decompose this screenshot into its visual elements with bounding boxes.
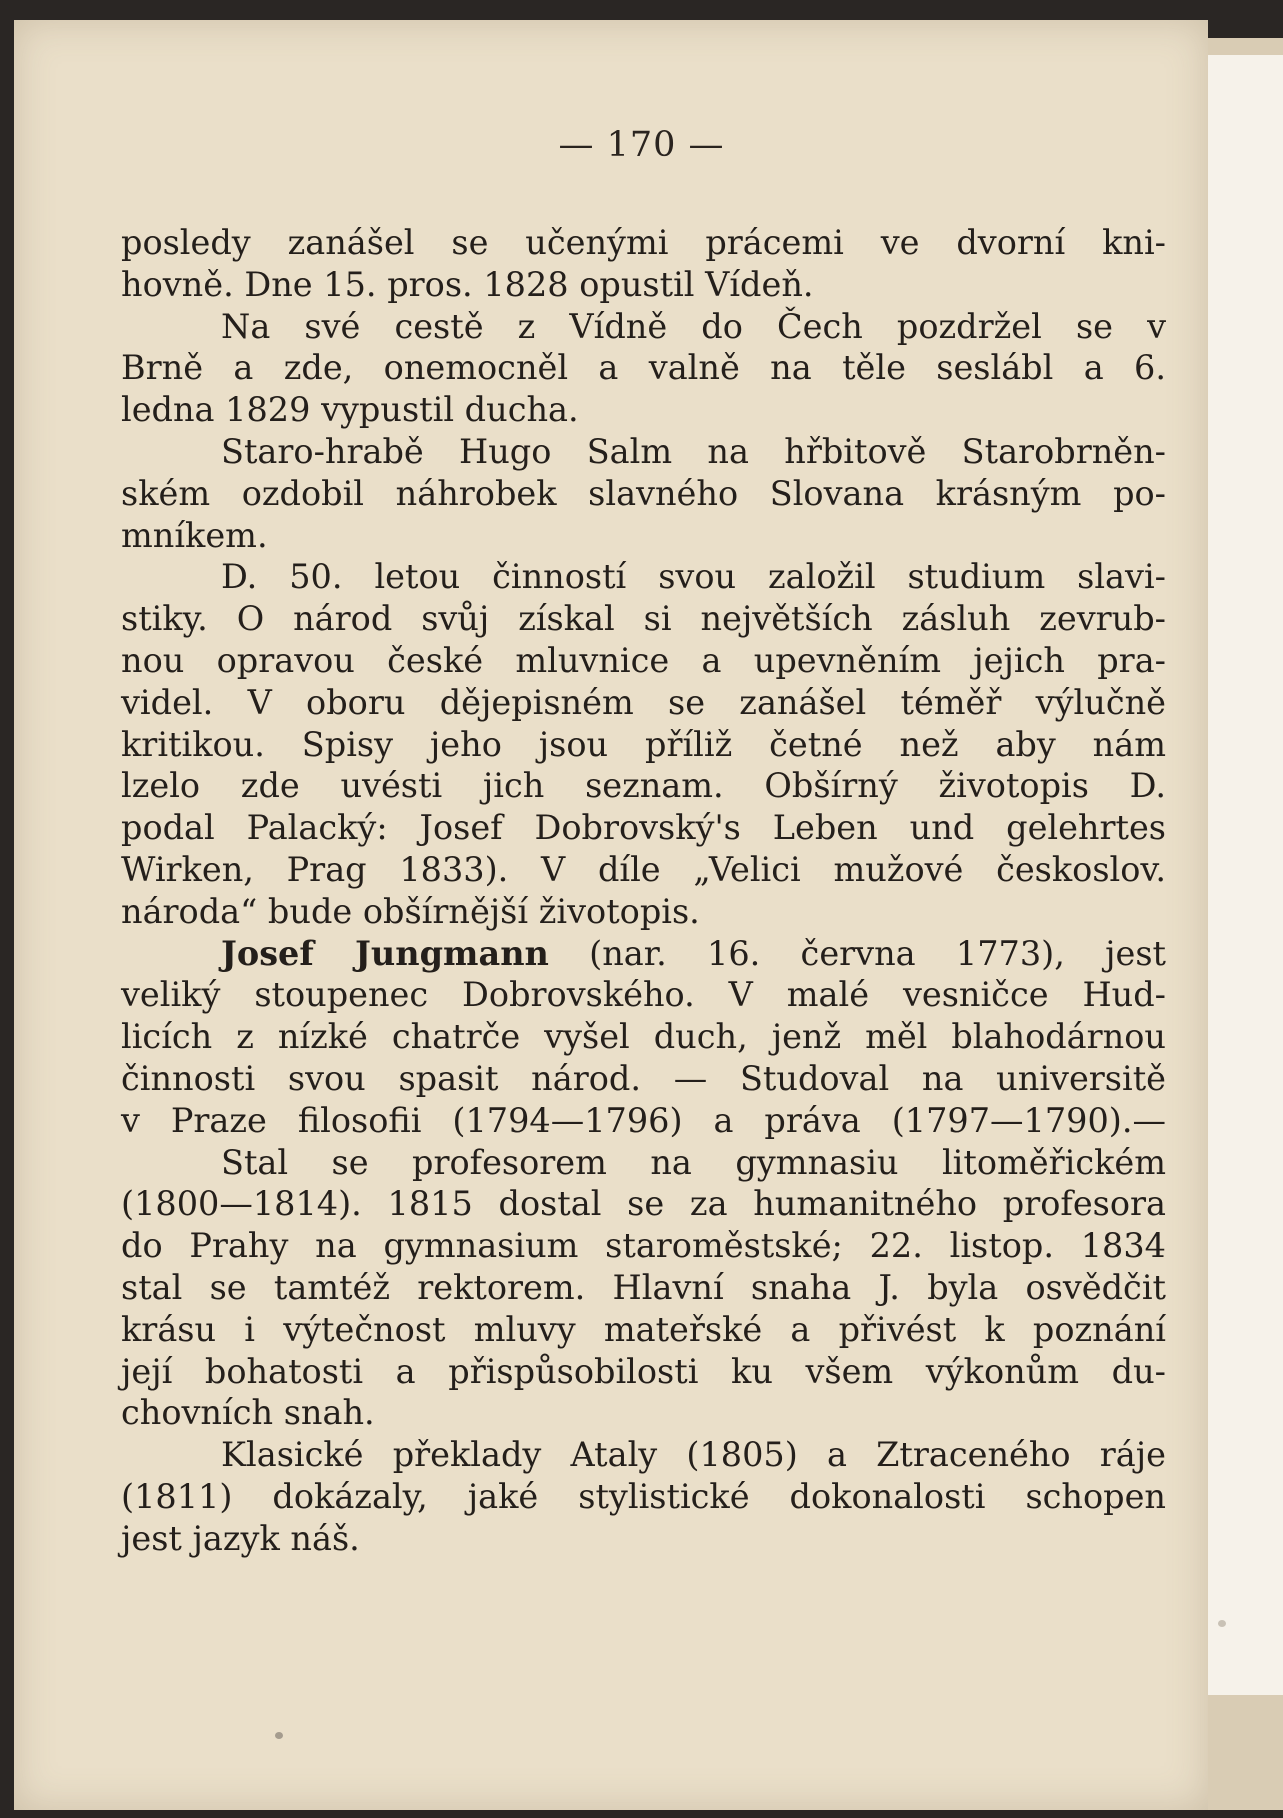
line-text: Brně a zde, onemocněl a valně na těle seslábl a 6. <box>121 348 1166 388</box>
line-text: v Praze filosofii (1794—1796) a práva (1797—1790).— <box>121 1100 1166 1140</box>
line-text: její bohatosti a přispůsobilosti ku všem výkonům du- <box>121 1351 1166 1391</box>
person-name: Josef Jungmann <box>221 933 549 973</box>
text-line <box>121 347 1166 389</box>
line-text: chovních snah. <box>121 1393 375 1433</box>
line-text: krásu i výtečnost mluvy mateřské a přivést k poznání <box>121 1309 1166 1349</box>
line-text: stal se tamtéž rektorem. Hlavní snaha J. byla osvědčit <box>121 1267 1166 1307</box>
text-line <box>121 598 1166 640</box>
text-line <box>121 473 1166 515</box>
line-text: činnosti svou spasit národ. — Studoval na universitě <box>121 1058 1166 1098</box>
body-text <box>121 222 1166 1560</box>
line-text: kritikou. Spisy jeho jsou příliž četné než aby nám <box>121 724 1166 764</box>
line-text: D. 50. letou činností svou založil studium slavi- <box>221 557 1166 597</box>
page-number: — 170 — <box>558 125 725 165</box>
line-text: (1811) dokázaly, jaké stylistické dokonalosti schopen <box>121 1476 1166 1516</box>
line-text: mníkem. <box>121 515 268 555</box>
text-line <box>121 1309 1166 1351</box>
text-line <box>121 222 1166 264</box>
line-text: (nar. 16. června 1773), jest <box>548 933 1166 973</box>
line-text: lzelo zde uvésti jich seznam. Obšírný životopis D. <box>121 766 1166 806</box>
line-text: nou opravou české mluvnice a upevněním jejich pra- <box>121 640 1166 680</box>
line-text: ském ozdobil náhrobek slavného Slovana krásným po- <box>121 473 1166 513</box>
text-line <box>121 306 1166 348</box>
text-line <box>121 974 1166 1016</box>
text-line <box>121 724 1166 766</box>
line-text: podal Palacký: Josef Dobrovský's Leben und gelehrtes <box>121 808 1166 848</box>
text-line <box>121 431 1166 473</box>
text-line <box>121 1142 1166 1184</box>
text-line <box>121 1100 1166 1142</box>
text-line <box>121 682 1166 724</box>
line-text: jest jazyk náš. <box>121 1518 360 1558</box>
text-line <box>121 264 1166 306</box>
line-text: hovně. Dne 15. pros. 1828 opustil Vídeň. <box>121 264 814 304</box>
next-page-sheet <box>1206 55 1283 1695</box>
paper-speck <box>1218 1620 1226 1627</box>
line-text: posledy zanášel se učenými prácemi ve dvorní kni- <box>121 223 1166 262</box>
paper-speck <box>275 1732 283 1739</box>
line-text: Wirken, Prag 1833). V díle „Velici mužové českoslov. <box>121 849 1166 889</box>
text-line <box>121 1225 1166 1267</box>
line-text: (1800—1814). 1815 dostal se za humanitného profesora <box>121 1184 1166 1224</box>
text-line <box>121 515 1166 557</box>
line-text: Staro-hrabě Hugo Salm na hřbitově Starobrněn- <box>221 431 1166 471</box>
text-line <box>121 556 1166 598</box>
text-line <box>121 1351 1166 1393</box>
text-line <box>121 933 1166 975</box>
text-line <box>121 849 1166 891</box>
text-line <box>121 765 1166 807</box>
text-line <box>121 1392 1166 1434</box>
line-text: videl. V oboru dějepisném se zanášel téměř výlučně <box>121 682 1166 722</box>
text-line <box>121 1183 1166 1225</box>
line-text: stiky. O národ svůj získal si největších zásluh zevrub- <box>121 599 1166 639</box>
line-text: veliký stoupenec Dobrovského. V malé vesničce Hud- <box>121 975 1166 1015</box>
line-text: ledna 1829 vypustil ducha. <box>121 390 579 430</box>
text-line <box>121 1016 1166 1058</box>
text-line <box>121 1267 1166 1309</box>
line-text: Na své cestě z Vídně do Čech pozdržel se v <box>221 306 1166 346</box>
line-text: Stal se profesorem na gymnasiu litoměřickém <box>221 1142 1166 1182</box>
text-line <box>121 640 1166 682</box>
line-text: do Prahy na gymnasium staroměstské; 22. listop. 1834 <box>121 1226 1166 1266</box>
text-line <box>121 1518 1166 1560</box>
text-line <box>121 891 1166 933</box>
text-line <box>121 807 1166 849</box>
line-text: Klasické překlady Ataly (1805) a Ztraceného ráje <box>221 1435 1166 1475</box>
line-text: národa“ bude obšírnější životopis. <box>121 891 700 931</box>
text-line <box>121 1476 1166 1518</box>
text-line <box>121 1058 1166 1100</box>
line-text: licích z nízké chatrče vyšel duch, jenž měl blahodárnou <box>121 1017 1166 1057</box>
text-line <box>121 1434 1166 1476</box>
text-line <box>121 389 1166 431</box>
